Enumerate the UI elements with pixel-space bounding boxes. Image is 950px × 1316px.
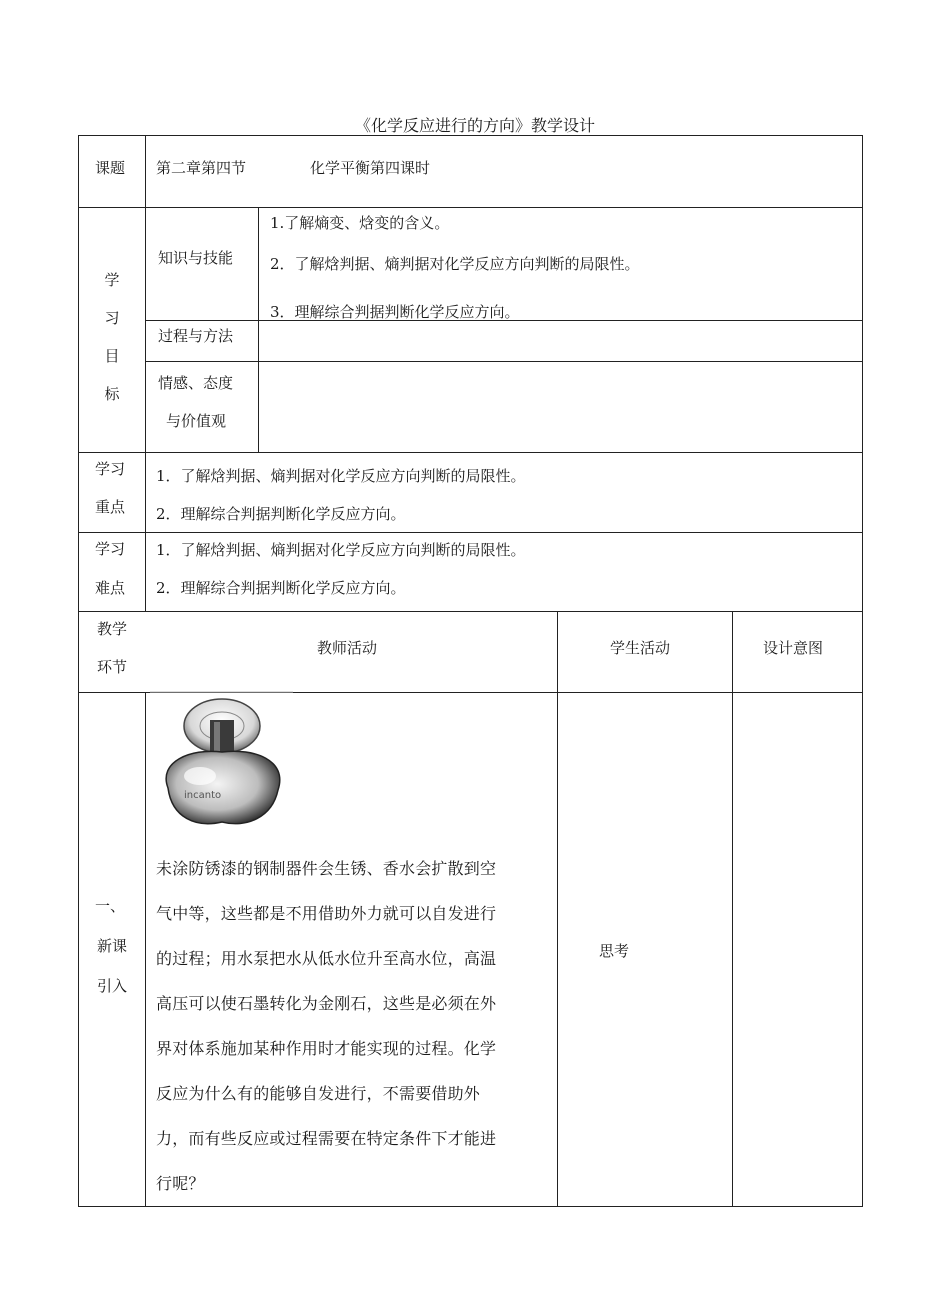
difficult-points-label-line1: 学习: [95, 540, 126, 558]
section1-student-activity: 思考: [599, 942, 630, 960]
difficult-point-2: 2．理解综合判据判断化学反应方向。: [156, 579, 406, 597]
knowledge-label: 知识与技能: [158, 249, 234, 267]
topic-lesson: 化学平衡第四课时: [310, 159, 431, 177]
document-title: 《化学反应进行的方向》教学设计: [354, 116, 595, 135]
emotion-label-line1: 情感、态度: [158, 374, 234, 392]
stage-header-line1: 教学: [97, 620, 128, 638]
difficult-points-label-line2: 难点: [95, 579, 126, 597]
knowledge-item-3: 3．理解综合判据判断化学反应方向。: [270, 303, 520, 321]
stage-header-line2: 环节: [97, 658, 128, 676]
objectives-label: 学 习 目 标: [104, 271, 120, 403]
design-intent-header: 设计意图: [763, 639, 824, 657]
key-point-2: 2．理解综合判据判断化学反应方向。: [156, 505, 406, 523]
section1-stage-label: 一、 新课 引入: [95, 897, 127, 995]
student-activity-header: 学生活动: [610, 639, 671, 657]
perfume-bottle-image: [150, 690, 295, 840]
perfume-label-text: incanto: [184, 790, 222, 801]
topic-label: 课题: [95, 159, 126, 177]
key-point-1: 1．了解焓判据、熵判据对化学反应方向判断的局限性。: [156, 467, 526, 485]
knowledge-item-2: 2．了解焓判据、熵判据对化学反应方向判断的局限性。: [270, 255, 640, 273]
emotion-label-line2: 与价值观: [166, 412, 227, 430]
process-label: 过程与方法: [158, 327, 234, 345]
difficult-point-1: 1．了解焓判据、熵判据对化学反应方向判断的局限性。: [156, 541, 526, 559]
key-points-label-line2: 重点: [95, 498, 126, 516]
topic-chapter: 第二章第四节: [156, 159, 247, 177]
knowledge-item-1: 1.了解熵变、焓变的含义。: [270, 214, 450, 232]
key-points-label-line1: 学习: [95, 460, 126, 478]
section1-teacher-text: 未涂防锈漆的钢制器件会生锈、香水会扩散到空 气中等，这些都是不用借助外力就可以自发进行 的过程；用水泵把水从低水位升至高水位，高温 高压可以使石墨转化为金刚石，这些是必须在外 界对体系施加某种作用时才能实现的过程。化学 反应为什么有的能够自发进行，不需要借助外 力，而有些反应或过程需要在特定条件下才能进 行呢？: [156, 859, 497, 1193]
teacher-activity-header: 教师活动: [317, 639, 378, 657]
